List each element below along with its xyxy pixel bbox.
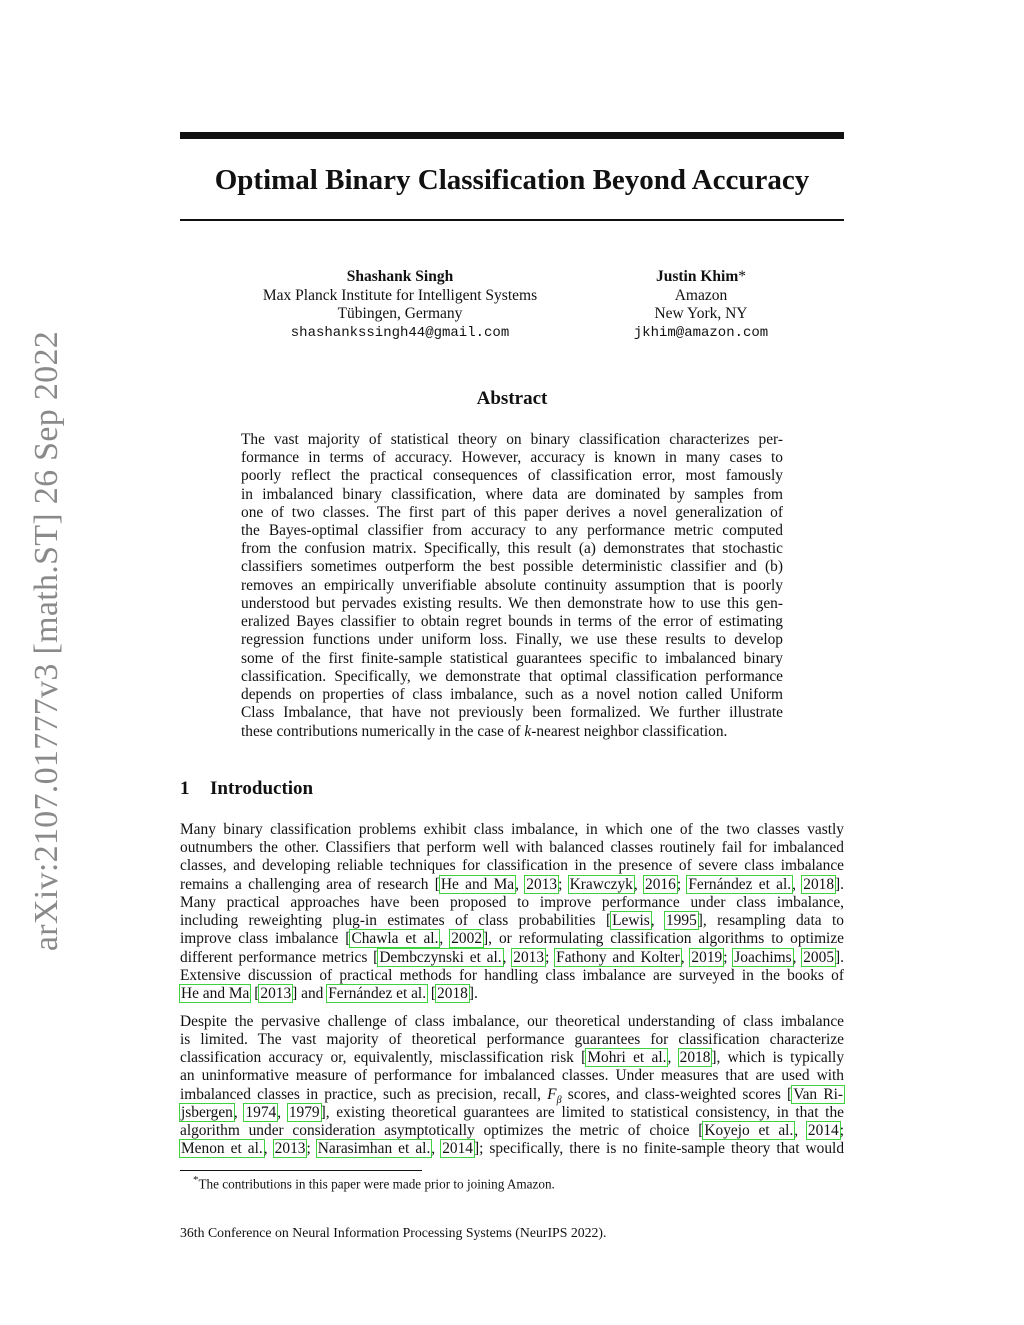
- citation-link[interactable]: 1979: [288, 1104, 320, 1121]
- footnote: [193, 1174, 555, 1192]
- author-affiliation: Max Planck Institute for Intelligent Systems: [262, 286, 538, 304]
- text-run: ].: [468, 985, 478, 1002]
- body-line: [180, 985, 844, 1003]
- text-run: ]; specifically, there is no finite-sample theory that would: [473, 1140, 845, 1157]
- text-run: ,: [792, 876, 803, 893]
- body-line: is limited. The vast majority of theoretical performance guarantees for classification characterize: [180, 1031, 844, 1048]
- text-run: ,: [263, 1140, 274, 1157]
- abstract-line: classifiers sometimes outperform the best possible deterministic classifier and (b): [241, 558, 783, 575]
- body-line: Many binary classification problems exhibit class imbalance, in which one of the two classes vastly: [180, 821, 844, 838]
- body-line: [180, 930, 844, 948]
- body-line: classes, and developing reliable techniques for classification in the presence of severe class imbalance: [180, 857, 844, 874]
- text-run: ;: [306, 1140, 317, 1157]
- body-line: [180, 1122, 844, 1140]
- body-line: [180, 1049, 844, 1067]
- section-heading-introduction: [180, 778, 313, 800]
- citation-link[interactable]: Chawla et al.: [351, 930, 439, 947]
- footnote-mark: *: [193, 1174, 199, 1186]
- text-run: ], resampling data to: [697, 912, 844, 929]
- body-line: Extensive discussion of practical methods for handling class imbalance are surveyed in the books of: [180, 967, 844, 984]
- citation-link[interactable]: Dembczynski et al.: [379, 949, 502, 966]
- text-run: ,: [794, 1122, 807, 1139]
- body-line: Despite the pervasive challenge of class imbalance, our theoretical understanding of class imbalance: [180, 1013, 844, 1030]
- text-run: scores, and class-weighted scores [: [561, 1086, 793, 1103]
- text-run: ;: [676, 876, 688, 893]
- citation-link[interactable]: 2002: [451, 930, 483, 947]
- text-run: ], which is typically: [711, 1049, 845, 1066]
- abstract-heading: Abstract: [476, 388, 548, 409]
- citation-link[interactable]: Koyejo et al.: [704, 1122, 794, 1139]
- text-run: ,: [439, 930, 451, 947]
- citation-link[interactable]: Mohri et al.: [587, 1049, 667, 1066]
- author-name: Justin Khim: [655, 268, 739, 285]
- abstract-line: [241, 723, 783, 741]
- citation-link[interactable]: 2005: [803, 949, 835, 966]
- citation-link[interactable]: 2013: [274, 1140, 306, 1157]
- citation-link[interactable]: Menon et al.: [181, 1140, 263, 1157]
- text-run: ,: [650, 912, 665, 929]
- text-run: [: [427, 985, 437, 1002]
- text-run: these contributions numerically in the case of: [241, 723, 525, 740]
- abstract-line: from the confusion matrix. Specifically, this result (a) demonstrates that stochastic: [241, 540, 783, 557]
- author-location: New York, NY: [654, 305, 748, 322]
- body-line: [180, 876, 844, 894]
- abstract-line: poorly reflect the practical consequences of classification error, most famously: [241, 467, 783, 484]
- abstract-line: Class Imbalance, that have not previously been formalized. We further illustrate: [241, 704, 783, 721]
- citation-link[interactable]: jsbergen: [181, 1104, 233, 1121]
- text-run: ], or reformulating classification algorithms to optimize: [483, 930, 844, 947]
- citation-link[interactable]: 2018: [679, 1049, 711, 1066]
- title-bottom-rule: [180, 219, 844, 221]
- text-run: ;: [558, 876, 569, 893]
- text-run: ].: [835, 876, 845, 893]
- text-run: ;: [545, 949, 556, 966]
- abstract-line: regression functions under uniform loss. Finally, we use these results to develop: [241, 631, 783, 648]
- citation-link[interactable]: Narasimhan et al.: [317, 1140, 431, 1157]
- abstract-line: depends on properties of class imbalance, such as a novel notion called Uniform: [241, 686, 783, 703]
- body-line: [180, 1140, 844, 1158]
- citation-link[interactable]: He and Ma: [181, 985, 250, 1002]
- text-run: ] and: [292, 985, 328, 1002]
- citation-link[interactable]: Fernández et al.: [328, 985, 427, 1002]
- author-email[interactable]: shashankssingh44@gmail.com: [290, 324, 510, 341]
- text-run: improve class imbalance [: [180, 930, 351, 947]
- text-run: ,: [502, 949, 513, 966]
- citation-link[interactable]: 2014: [442, 1140, 473, 1157]
- author-location: Tübingen, Germany: [337, 305, 463, 322]
- text-run: ,: [792, 949, 803, 966]
- abstract-line: one of two classes. The first part of this paper derives a novel generalization of: [241, 504, 783, 521]
- abstract-line: The vast majority of statistical theory on binary classification characterizes per-: [241, 431, 783, 448]
- math-subscript: β: [556, 1095, 562, 1107]
- paper-title: Optimal Binary Classification Beyond Accuracy: [214, 164, 810, 196]
- citation-link[interactable]: 2019: [691, 949, 723, 966]
- author-block-2: [590, 268, 812, 342]
- title-top-rule: [180, 132, 844, 139]
- text-run: imbalanced classes in practice, such as precision, recall,: [180, 1086, 548, 1103]
- citation-link[interactable]: He and Ma: [440, 876, 515, 893]
- section-title: Introduction: [210, 778, 314, 799]
- text-run: ,: [431, 1140, 442, 1157]
- text-run: algorithm under consideration asymptotically optimizes the metric of choice [: [180, 1122, 704, 1139]
- text-run: -nearest neighbor classification.: [531, 723, 728, 740]
- abstract-line: the Bayes-optimal classifier from accuracy to any performance metric computed: [241, 522, 783, 539]
- citation-link[interactable]: 2018: [803, 876, 835, 893]
- citation-link[interactable]: 2013: [513, 949, 545, 966]
- citation-link[interactable]: Fathony and Kolter: [556, 949, 680, 966]
- text-run: including reweighting plug-in estimates of class probabilities [: [180, 912, 612, 929]
- body-line: outnumbers the other. Classifiers that perform well with balanced classes routinely fail for imbalanced: [180, 839, 844, 856]
- citation-link[interactable]: 2018: [437, 985, 468, 1002]
- body-line: an uninformative measure of performance for imbalanced classes. Under measures that are used with: [180, 1067, 844, 1084]
- author-name: Shashank Singh: [346, 268, 454, 285]
- math-f-beta: [547, 1086, 562, 1107]
- abstract-line: removes an empirically unverifiable absolute continuity assumption that is poorly: [241, 577, 783, 594]
- text-run: ;: [839, 1122, 844, 1139]
- citation-link[interactable]: 1974: [245, 1104, 277, 1121]
- text-run: different performance metrics [: [180, 949, 379, 966]
- citation-link[interactable]: Fernández et al.: [688, 876, 792, 893]
- math-k: k: [524, 723, 532, 740]
- text-run: ,: [667, 1049, 679, 1066]
- text-run: [: [250, 985, 260, 1002]
- citation-link[interactable]: 2014: [807, 1122, 839, 1139]
- text-run: ,: [515, 876, 526, 893]
- abstract-line: some of the first finite-sample statistical guarantees specific to imbalanced binary: [241, 650, 783, 667]
- venue-note: 36th Conference on Neural Information Processing Systems (NeurIPS 2022).: [180, 1225, 607, 1240]
- citation-link[interactable]: Krawczyk: [569, 876, 633, 893]
- abstract-line: understood but pervades existing results. We then demonstrate how to use this gen-: [241, 595, 783, 612]
- footnote-rule: [180, 1170, 422, 1171]
- citation-link[interactable]: 1995: [665, 912, 697, 929]
- body-line: [180, 912, 844, 930]
- body-line: [180, 1104, 844, 1122]
- math-symbol: F: [547, 1086, 557, 1103]
- author-block-1: [215, 268, 585, 342]
- abstract-line: eralized Bayes classifier to obtain regret bounds in terms of the error of estimating: [241, 613, 783, 630]
- text-run: ,: [680, 949, 691, 966]
- citation-link[interactable]: 2013: [260, 985, 292, 1002]
- citation-link[interactable]: Van Ri-: [793, 1086, 843, 1103]
- text-run: classification accuracy or, equivalently, misclassification risk [: [180, 1049, 587, 1066]
- author-affiliation: Amazon: [674, 286, 728, 304]
- text-run: ;: [723, 949, 734, 966]
- text-run: ,: [233, 1104, 245, 1121]
- abstract-line: formance in terms of accuracy. However, accuracy is known in many cases to: [241, 449, 783, 466]
- text-run: ], existing theoretical guarantees are limited to statistical consistency, in that the: [320, 1104, 844, 1121]
- citation-link[interactable]: 2013: [526, 876, 558, 893]
- body-line: [180, 949, 844, 967]
- abstract-line: classification. Specifically, we demonstrate that optimal classification performance: [241, 668, 783, 685]
- body-line: Many practical approaches have been proposed to improve performance under class imbalance,: [180, 894, 844, 911]
- citation-link[interactable]: Joachims: [734, 949, 792, 966]
- author-email[interactable]: jkhim@amazon.com: [633, 324, 769, 341]
- text-run: ,: [633, 876, 645, 893]
- author-footnote-mark[interactable]: *: [738, 268, 746, 285]
- text-run: ].: [835, 949, 844, 966]
- arxiv-identifier-stamp: arXiv:2107.01777v3 [math.ST] 26 Sep 2022: [28, 330, 65, 952]
- footnote-text: The contributions in this paper were made prior to joining Amazon.: [198, 1176, 555, 1192]
- text-run: ,: [277, 1104, 288, 1121]
- text-run: remains a challenging area of research [: [180, 876, 440, 893]
- abstract-line: in imbalanced binary classification, where data are dominated by samples from: [241, 486, 783, 503]
- section-number: 1: [180, 778, 190, 799]
- citation-link[interactable]: Lewis: [612, 912, 650, 929]
- citation-link[interactable]: 2016: [645, 876, 676, 893]
